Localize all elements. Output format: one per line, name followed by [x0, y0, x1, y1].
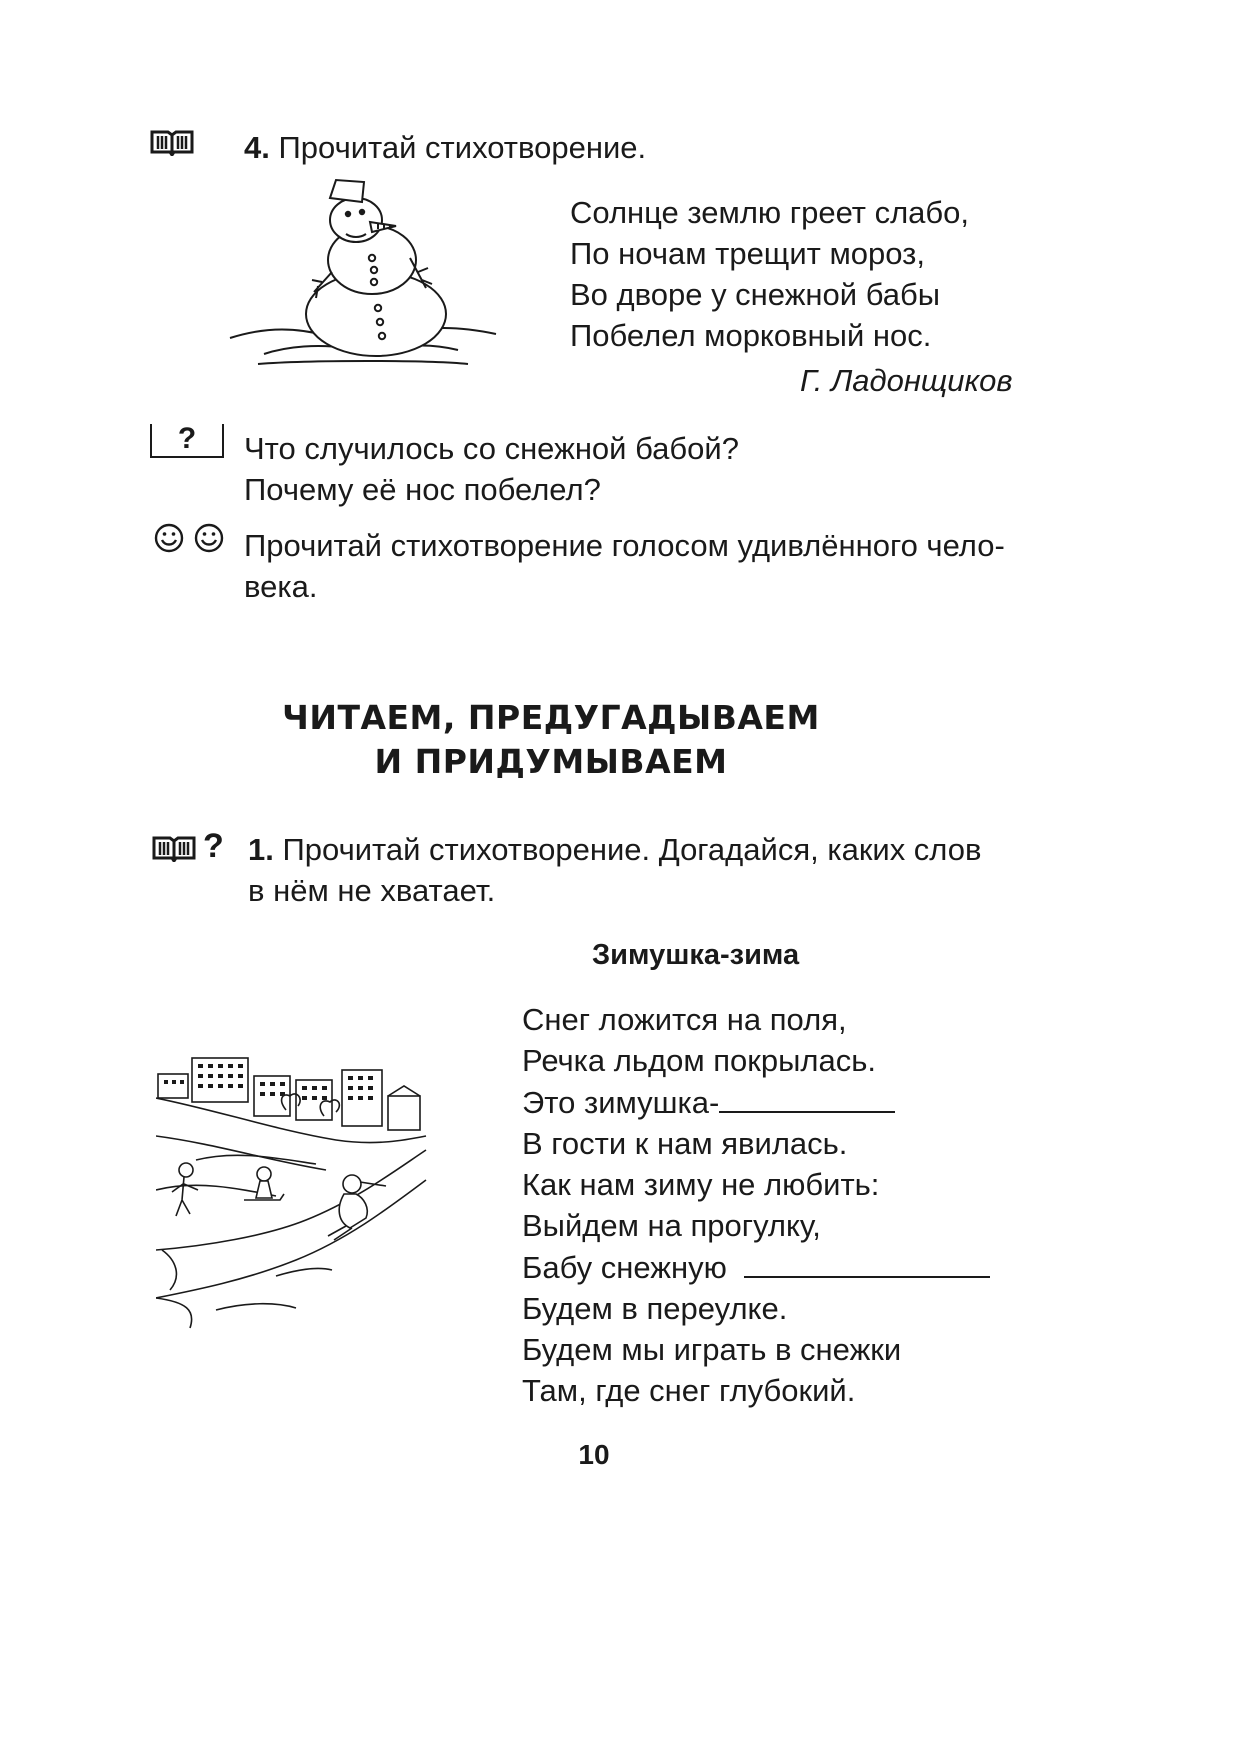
poem-line-with-blank: Бабу снежную [522, 1246, 990, 1288]
poem-line-with-blank: Это зимушка- [522, 1081, 990, 1123]
task1-instruction-line: в нём не хватает. [248, 873, 496, 908]
task4-instruction: Прочитай стихотворение. [278, 130, 647, 165]
poem-title: Зимушка-зима [592, 939, 800, 971]
poem-line: Побелел морковный нос. [570, 318, 932, 353]
expressive-line: Прочитай стихотворение голосом удивлённого чело- [244, 528, 1005, 563]
poem-line: Солнце землю греет слабо, [570, 195, 970, 230]
poem-line: Будем в переулке. [522, 1291, 788, 1326]
task1-instruction [248, 829, 981, 911]
open-book-icon [152, 834, 196, 862]
task1-number: 1. [248, 832, 274, 867]
section-title [0, 696, 1102, 784]
section-title-line: И ПРИДУМЫВАЕМ [374, 742, 728, 781]
poem-author: Г. Ладонщиков [800, 363, 1013, 398]
question-mark-icon: ? [203, 827, 224, 865]
question-line: Почему её нос побелел? [244, 472, 601, 507]
poem-line: Как нам зиму не любить: [522, 1167, 880, 1202]
task4-expressive [244, 525, 1005, 607]
task4-questions [244, 428, 739, 510]
expressive-line: века. [244, 569, 318, 604]
question-line: Что случилось со снежной бабой? [244, 431, 739, 466]
task4-header [244, 127, 646, 168]
question-box-icon [150, 424, 224, 458]
section-title-line: ЧИТАЕМ, ПРЕДУГАДЫВАЕМ [282, 698, 820, 737]
task4-poem [570, 192, 969, 356]
poem-line: В гости к нам явилась. [522, 1126, 848, 1161]
open-book-icon [150, 128, 194, 156]
poem-line: Речка льдом покрылась. [522, 1043, 876, 1078]
smiley-faces-icon [152, 522, 228, 554]
page-number: 10 [578, 1439, 610, 1470]
task1-poem [522, 999, 990, 1411]
missing-word-blank[interactable] [719, 1081, 895, 1113]
task4-number: 4. [244, 130, 270, 165]
poem-line: Там, где снег глубокий. [522, 1373, 856, 1408]
poem-line: Выйдем на прогулку, [522, 1208, 821, 1243]
poem-line: Снег ложится на поля, [522, 1002, 847, 1037]
missing-word-blank[interactable] [744, 1246, 990, 1278]
snowman-illustration [228, 176, 500, 368]
poem-line: По ночам трещит мороз, [570, 236, 925, 271]
poem-line: Будем мы играть в снежки [522, 1332, 902, 1367]
task1-instruction-line: Прочитай стихотворение. Догадайся, каких слов [282, 832, 982, 867]
question-mark: ? [177, 422, 197, 455]
poem-line: Во дворе у снежной бабы [570, 277, 941, 312]
winter-landscape-illustration [156, 1040, 428, 1330]
